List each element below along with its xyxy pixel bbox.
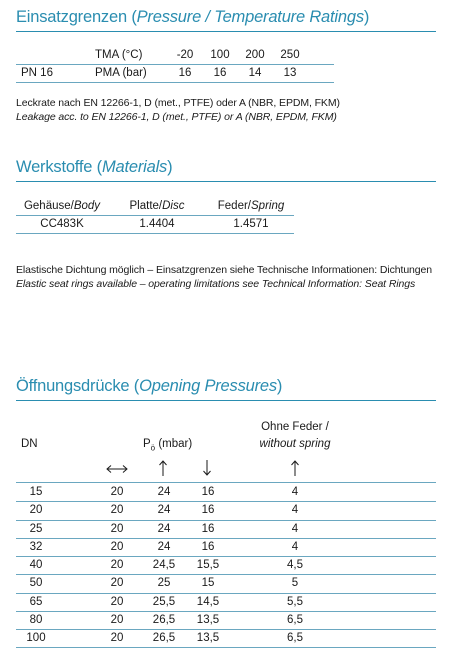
pressure-section-title: Einsatzgrenzen (Pressure / Temperature Ratings) xyxy=(16,8,370,26)
pma-value: 16 xyxy=(178,67,192,79)
ohne-feder-label: Ohne Feder / xyxy=(261,421,329,433)
leakage-note-de: Leckrate nach EN 12266-1, D (met., PTFE) oder A (NBR, EPDM, FKM) xyxy=(16,97,340,109)
tma-value: 100 xyxy=(210,49,230,61)
cell-down: 13,5 xyxy=(196,632,220,644)
section-rule xyxy=(16,31,436,32)
tma-value: 250 xyxy=(280,49,300,61)
table-rule xyxy=(16,82,334,83)
title-en: Pressure / Temperature Ratings xyxy=(136,8,364,26)
table-rule xyxy=(16,482,436,483)
cell-up: 24 xyxy=(157,540,171,553)
cell-up: 26,5 xyxy=(152,632,176,644)
cell-up: 25 xyxy=(157,577,171,590)
header-en: Spring xyxy=(251,200,285,212)
cell-dn: 50 xyxy=(29,577,43,590)
title-en: Materials xyxy=(101,158,168,176)
spring-header xyxy=(205,200,297,212)
arrow-down-icon xyxy=(202,459,212,477)
p-header xyxy=(143,438,192,452)
cell-down: 16 xyxy=(201,522,215,535)
cell-dn: 40 xyxy=(29,559,43,571)
row-rule xyxy=(16,611,436,612)
body-header xyxy=(16,200,108,212)
cell-h: 20 xyxy=(110,632,124,644)
p-symbol: P xyxy=(143,438,151,450)
cell-ws: 4 xyxy=(291,522,299,535)
row-rule xyxy=(16,629,436,630)
cell-dn: 20 xyxy=(29,504,43,517)
header-de: Feder/ xyxy=(217,200,251,212)
cell-h: 20 xyxy=(110,504,124,517)
pma-value: 13 xyxy=(283,67,297,79)
leakage-note-en: Leakage acc. to EN 12266-1, D (met., PTFE) or A (NBR, EPDM, FKM) xyxy=(16,111,337,123)
opening-section-title: Öffnungsdrücke (Opening Pressures) xyxy=(16,377,283,395)
header-de: Platte/ xyxy=(129,200,163,212)
cell-up: 24 xyxy=(157,486,171,498)
tma-value: -20 xyxy=(176,49,194,61)
row-rule xyxy=(16,520,436,521)
row-rule xyxy=(16,593,436,594)
cell-down: 15 xyxy=(201,577,215,590)
tma-label: TMA (°C) xyxy=(95,49,143,61)
cell-ws: 5 xyxy=(291,577,299,590)
cell-ws: 6,5 xyxy=(287,613,303,626)
cell-ws: 4,5 xyxy=(287,559,303,571)
cell-h: 20 xyxy=(110,486,124,498)
p-unit: (mbar) xyxy=(158,438,193,450)
cell-dn: 25 xyxy=(29,522,43,535)
cell-down: 16 xyxy=(201,486,215,498)
row-rule xyxy=(16,538,436,539)
header-en: Body xyxy=(73,200,101,212)
cell-h: 20 xyxy=(110,577,124,590)
cell-h: 20 xyxy=(110,559,124,571)
table-rule xyxy=(16,215,294,216)
seat-note-de: Elastische Dichtung möglich – Einsatzgrenzen siehe Technische Informationen: Dichtungen xyxy=(16,264,433,276)
table-rule xyxy=(16,64,334,65)
cell-ws: 4 xyxy=(291,540,299,553)
cell-dn: 100 xyxy=(26,632,46,644)
title-de: Öffnungsdrücke xyxy=(16,377,130,395)
without-spring-label: without spring xyxy=(259,438,331,450)
row-rule xyxy=(16,556,436,557)
p-subscript: ö xyxy=(150,443,156,453)
cell-down: 16 xyxy=(201,540,215,553)
cell-ws: 5,5 xyxy=(287,595,303,608)
cell-up: 26,5 xyxy=(152,613,176,626)
cell-ws: 6,5 xyxy=(287,632,303,644)
materials-section-title: Werkstoffe (Materials) xyxy=(16,158,173,176)
cell-up: 24,5 xyxy=(152,559,176,571)
body-material: CC483K xyxy=(40,218,84,230)
cell-dn: 80 xyxy=(29,613,43,626)
horizontal-arrow-icon xyxy=(105,464,129,474)
arrow-up-icon xyxy=(158,459,168,477)
cell-down: 14,5 xyxy=(196,595,220,608)
table-rule xyxy=(16,233,294,234)
title-de: Werkstoffe xyxy=(16,158,93,176)
row-rule xyxy=(16,574,436,575)
disc-material: 1.4404 xyxy=(139,218,175,230)
cell-down: 16 xyxy=(201,504,215,517)
cell-h: 20 xyxy=(110,595,124,608)
seat-note-en: Elastic seat rings available – operating limitations see Technical Information: Seat Rings xyxy=(16,278,416,290)
pma-value: 16 xyxy=(213,67,227,79)
arrow-up-icon xyxy=(290,459,300,477)
cell-ws: 4 xyxy=(291,486,299,498)
cell-ws: 4 xyxy=(291,504,299,517)
pn-label: PN 16 xyxy=(21,67,53,79)
cell-down: 15,5 xyxy=(196,559,220,571)
spring-material: 1.4571 xyxy=(233,218,269,230)
section-rule xyxy=(16,181,436,182)
dn-header: DN xyxy=(21,438,38,450)
pma-label: PMA (bar) xyxy=(95,67,147,79)
pma-value: 14 xyxy=(248,67,262,79)
disc-header xyxy=(112,200,202,212)
cell-down: 13,5 xyxy=(196,613,220,626)
row-rule xyxy=(16,647,436,648)
cell-up: 25,5 xyxy=(152,595,176,608)
section-rule xyxy=(16,400,436,401)
cell-h: 20 xyxy=(110,522,124,535)
cell-dn: 32 xyxy=(29,540,43,553)
header-de: Gehäuse/ xyxy=(23,200,74,212)
cell-up: 24 xyxy=(157,522,171,535)
row-rule xyxy=(16,501,436,502)
cell-dn: 65 xyxy=(29,595,43,608)
title-de: Einsatzgrenzen xyxy=(16,8,127,26)
cell-h: 20 xyxy=(110,540,124,553)
title-en: Opening Pressures xyxy=(139,377,277,395)
cell-up: 24 xyxy=(157,504,171,517)
tma-value: 200 xyxy=(245,49,265,61)
cell-h: 20 xyxy=(110,613,124,626)
header-en: Disc xyxy=(162,200,185,212)
cell-dn: 15 xyxy=(29,486,43,498)
